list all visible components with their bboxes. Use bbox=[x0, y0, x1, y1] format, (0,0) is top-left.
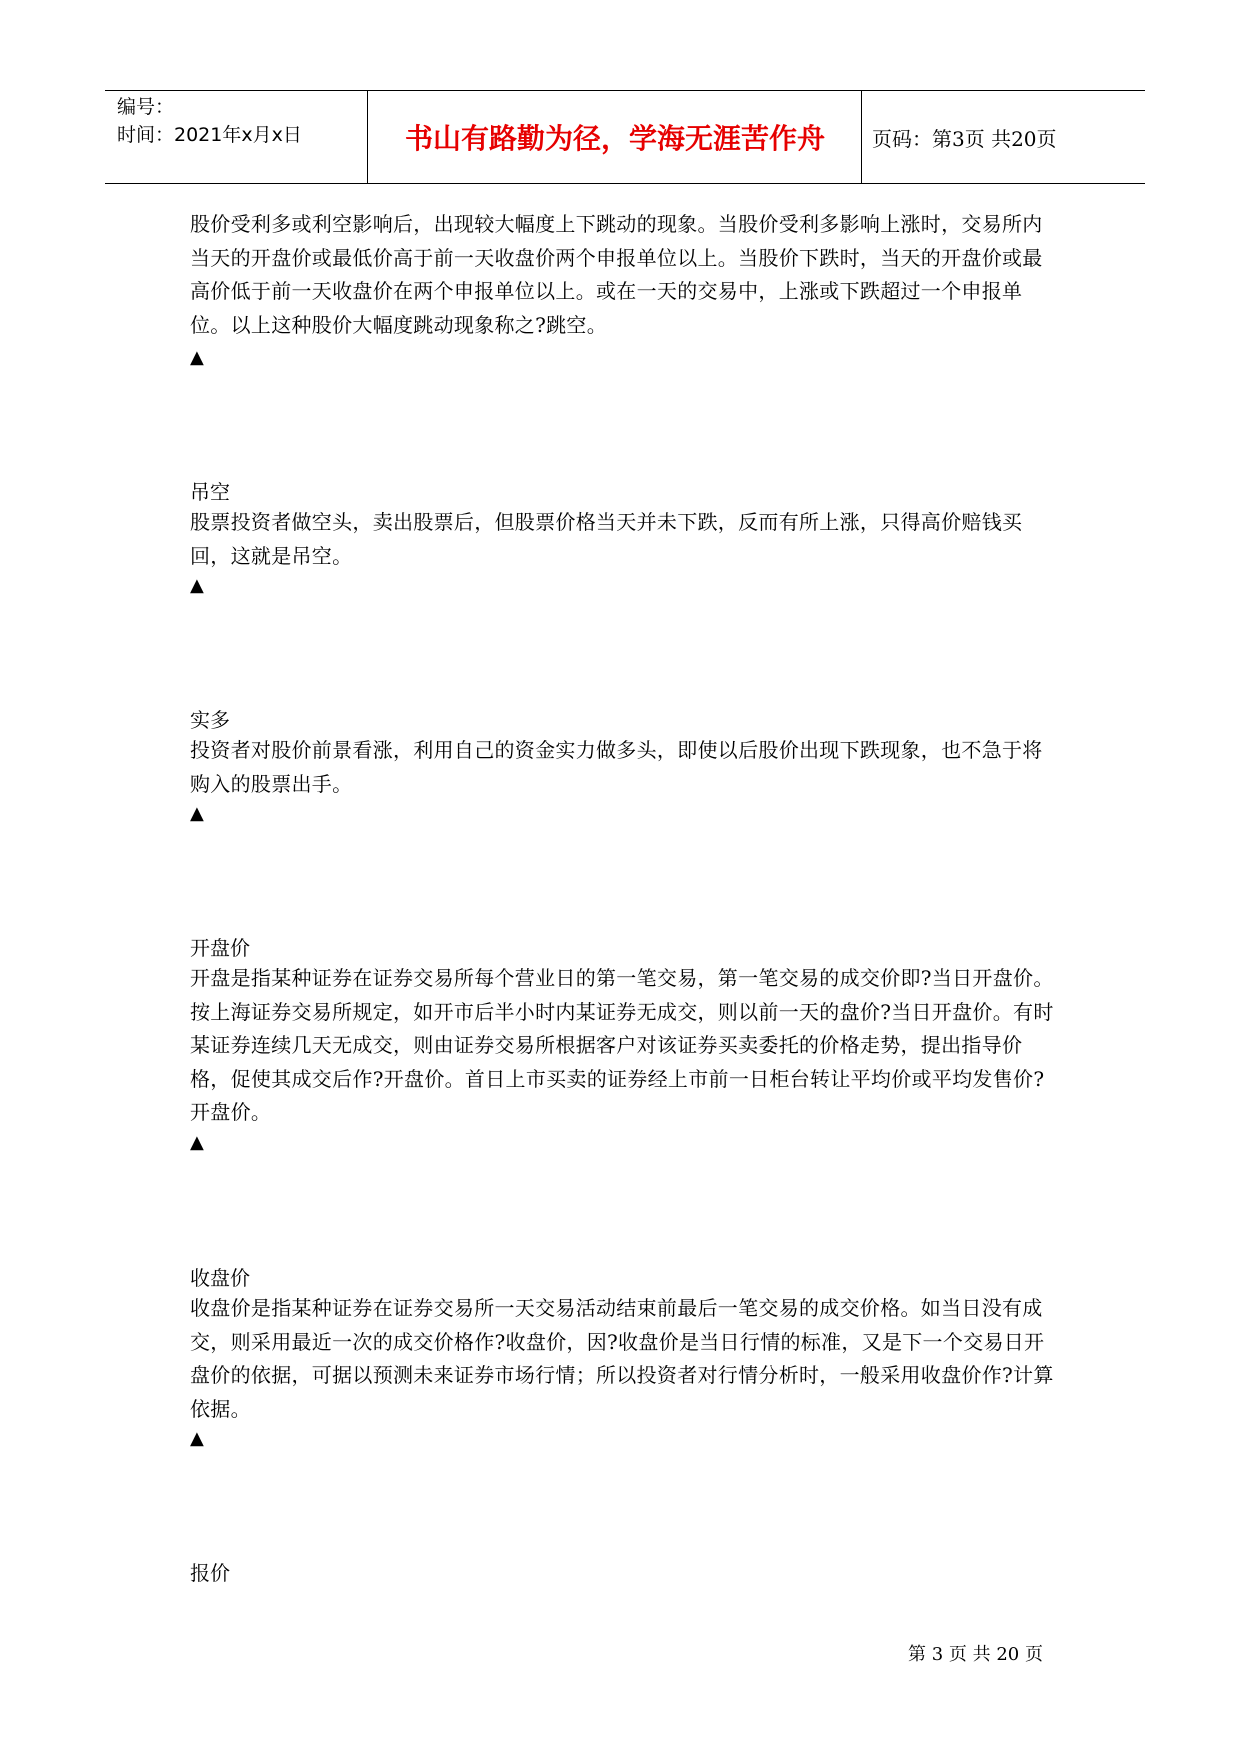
term-heading: 实多 bbox=[190, 708, 230, 732]
header-divider bbox=[861, 91, 862, 183]
term-heading: 吊空 bbox=[190, 480, 230, 504]
triangle-marker-icon: ▲ bbox=[190, 803, 204, 824]
header-divider bbox=[367, 91, 368, 183]
paragraph: 股价受利多或利空影响后，出现较大幅度上下跳动的现象。当股价受利多影响上涨时，交易所内当天的开盘价或最低价高于前一天收盘价两个申报单位以上。当股价下跌时，当天的开盘价或最高价低于前一天收盘价在两个申报单位以上。或在一天的交易中，上涨或下跌超过一个申报单位。以上这种股价大幅度跳动现象称之?跳空。 bbox=[190, 212, 1043, 337]
term-heading: 开盘价 bbox=[190, 936, 250, 960]
time-label: 时间：2021年x月x日 bbox=[117, 124, 302, 146]
document-header bbox=[105, 90, 1145, 184]
triangle-marker-icon: ▲ bbox=[190, 1428, 204, 1449]
page-footer: 第 3 页 共 20 页 bbox=[908, 1644, 1043, 1665]
triangle-marker-icon: ▲ bbox=[190, 1132, 204, 1153]
paragraph: 收盘价是指某种证券在证券交易所一天交易活动结束前最后一笔交易的成交价格。如当日没有成交，则采用最近一次的成交价格作?收盘价，因?收盘价是当日行情的标准，又是下一个交易日开盘价的依据，可据以预测未来证券市场行情；所以投资者对行情分析时，一般采用收盘价作?计算依据。 bbox=[190, 1296, 1054, 1421]
header-meta bbox=[117, 93, 302, 149]
term-heading: 收盘价 bbox=[190, 1266, 250, 1290]
motto: 书山有路勤为径，学海无涯苦作舟 bbox=[404, 122, 825, 155]
page-label: 页码：第3页 共20页 bbox=[872, 126, 1057, 151]
triangle-marker-icon: ▲ bbox=[190, 347, 204, 368]
paragraph: 开盘是指某种证券在证券交易所每个营业日的第一笔交易，第一笔交易的成交价即?当日开盘价。按上海证券交易所规定，如开市后半小时内某证券无成交，则以前一天的盘价?当日开盘价。有时某证券连续几天无成交，则由证券交易所根据客户对该证券买卖委托的价格走势，提出指导价格，促使其成交后作?开盘价。首日上市买卖的证券经上市前一日柜台转让平均价或平均发售价?开盘价。 bbox=[190, 966, 1054, 1124]
paragraph: 股票投资者做空头，卖出股票后，但股票价格当天并未下跌，反而有所上涨，只得高价赔钱买回，这就是吊空。 bbox=[190, 510, 1023, 568]
number-label: 编号： bbox=[117, 96, 175, 118]
triangle-marker-icon: ▲ bbox=[190, 575, 204, 596]
term-heading: 报价 bbox=[190, 1561, 230, 1585]
paragraph: 投资者对股价前景看涨，利用自己的资金实力做多头，即使以后股价出现下跌现象，也不急于将购入的股票出手。 bbox=[190, 738, 1043, 796]
